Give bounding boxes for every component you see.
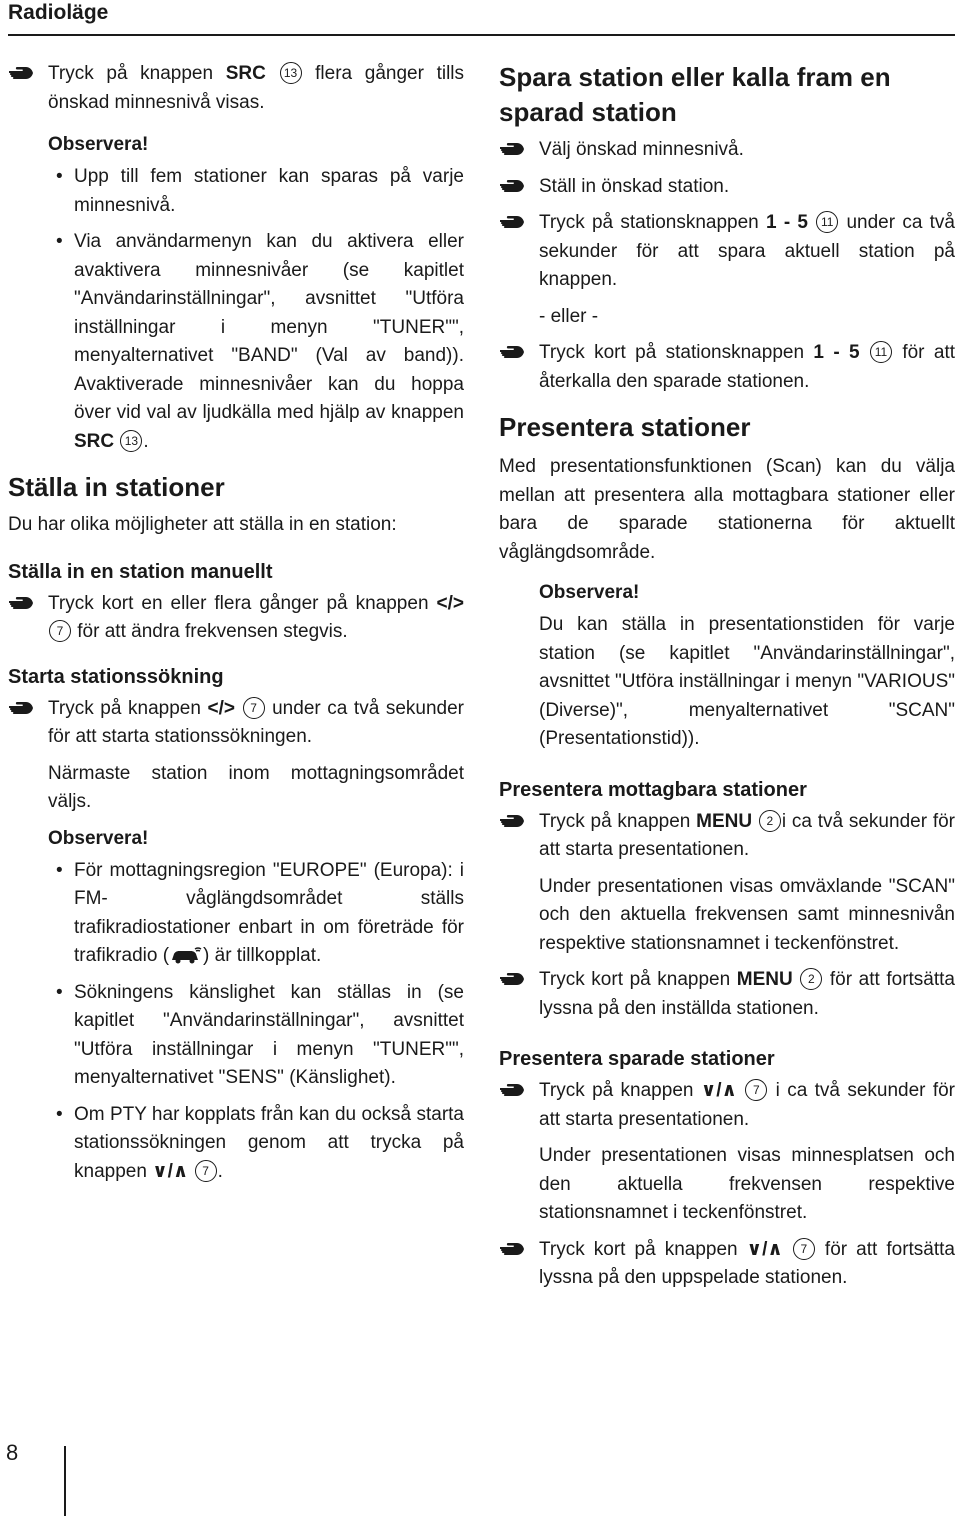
button-number-badge: 7 [49, 620, 71, 642]
left-right-arrow-icon: </> [436, 592, 464, 614]
page-number: 8 [6, 1440, 19, 1465]
subsection-title: Ställa in en station manuellt [8, 560, 273, 583]
step-text: Tryck kort en eller flera gånger på knappen [48, 592, 429, 614]
bullet-icon: • [56, 166, 63, 187]
note-title: Observera! [48, 134, 149, 155]
punctuation: . [217, 1160, 223, 1182]
key-label: MENU [736, 969, 793, 990]
note-text: Du kan ställa in presentationstiden för varje station (se kapitlet "Användarinställningar", avsnittet "Utföra inställningar i menyn "VARIOUS" (Diverse)", menyalternativet "SCAN" (Presentationstid)). [539, 614, 955, 749]
scan-description: Under presentationen visas omväxlande "SCAN" och den aktuella frekvensen samt minnesnivån respektive stationsnamnet i teckenfönstret. [539, 875, 955, 954]
bullet-text: Om PTY har kopplats från kan du också starta stationssökningen genom att trycka på knappen [74, 1103, 464, 1182]
button-number-badge: 11 [870, 341, 892, 363]
pointing-hand-icon [499, 214, 525, 230]
step-text: Ställ in önskad station. [539, 175, 730, 197]
bullet-text: Sökningens känslighet kan ställas in (se kapitlet "Användarinställningar", avsnittet "Utföra inställningar i menyn "TUNER"", menyalternativet "SENS" (Känslighet). [74, 981, 464, 1088]
step-text: Tryck kort på knappen [539, 1238, 747, 1260]
pointing-hand-icon [8, 595, 34, 611]
note-bullet [8, 228, 464, 456]
step-text: Välj önskad minnesnivå. [539, 139, 744, 160]
key-label: MENU [696, 810, 753, 832]
section-intro: Med presentationsfunktionen (Scan) kan du välja mellan att presentera alla mottagbara stationer eller bara de sparade stationerna för aktuellt våglängdsområde. [499, 456, 955, 563]
key-label: 1 - 5 [813, 342, 860, 363]
step-text: för att fortsätta lyssna på den inställda stationen. [539, 969, 955, 1019]
down-up-arrow-icon: ∨/∧ [746, 1238, 783, 1260]
key-label: 1 - 5 [766, 212, 808, 233]
step-text: Tryck kort på stationsknappen [539, 342, 814, 363]
button-number-badge: 13 [280, 62, 302, 84]
right-column [499, 60, 955, 1293]
pointing-hand-icon [499, 1241, 525, 1257]
header-divider [8, 34, 955, 36]
footer-divider [64, 1446, 66, 1516]
step-manual-tuning [8, 590, 464, 647]
bullet-text: Upp till fem stationer kan sparas på varje minnesnivå. [74, 166, 464, 216]
down-up-arrow-icon: ∨/∧ [152, 1160, 189, 1182]
or-separator: - eller - [539, 305, 599, 327]
step-start-search [8, 695, 464, 752]
step-start-saved-scan [499, 1077, 955, 1134]
step-recall-station [499, 339, 955, 396]
key-label: SRC [225, 63, 266, 84]
note-title: Observera! [539, 582, 640, 603]
pointing-hand-icon [499, 813, 525, 829]
step-text: för att ändra frekvensen stegvis. [72, 621, 348, 642]
button-number-badge: 13 [120, 430, 142, 452]
button-number-badge: 7 [793, 1238, 815, 1260]
step-select-memory-level [8, 60, 464, 117]
button-number-badge: 2 [759, 810, 781, 832]
bullet-text: ) är tillkopplat. [203, 945, 322, 966]
note-bullet [8, 979, 464, 1093]
bullet-icon: • [56, 231, 63, 252]
subsection-title: Presentera mottagbara stationer [499, 778, 807, 801]
section-title: Ställa in stationer [8, 472, 225, 502]
section-title: Presentera stationer [499, 412, 751, 442]
step-choose-memory [499, 136, 955, 165]
subsection-title: Presentera sparade stationer [499, 1048, 775, 1070]
search-result-text: Närmaste station inom mottagningsområdet väljs. [48, 762, 464, 812]
step-start-scan [499, 808, 955, 865]
pointing-hand-icon [499, 178, 525, 194]
step-text: för att återkalla den sparade stationen. [539, 342, 956, 392]
bullet-icon: • [56, 859, 63, 881]
bullet-text: Via användarmenyn kan du aktivera eller avaktivera minnesnivåer (se kapitlet "Användarinställningar", avsnittet "Utföra inställningar i menyn "TUNER"", menyalternativet "BAND" (Val av band)). Avaktiverade minnesnivåer kan du hoppa över vid val av ljudkälla med hjälp av knappen [74, 231, 464, 423]
step-stop-scan [499, 966, 955, 1023]
pointing-hand-icon [499, 344, 525, 360]
section-intro: Du har olika möjligheter att ställa in en station: [8, 514, 397, 535]
step-save-station [499, 209, 955, 295]
step-text: flera gånger tills önskad minnesnivå visas. [48, 63, 465, 113]
step-text: under ca två sekunder för att starta stationssökningen. [48, 697, 464, 747]
button-number-badge: 7 [745, 1079, 767, 1101]
left-right-arrow-icon: </> [207, 697, 235, 719]
bullet-icon: • [56, 1103, 63, 1125]
step-text: Tryck kort på knappen [539, 969, 737, 990]
left-column [8, 60, 464, 1186]
step-tune-station [499, 173, 955, 202]
punctuation: . [143, 430, 149, 452]
subsection-title: Starta stationssökning [8, 665, 224, 688]
down-up-arrow-icon: ∨/∧ [700, 1080, 737, 1101]
step-text: i ca två sekunder för att starta presentationen. [539, 1080, 956, 1130]
bullet-icon: • [56, 981, 63, 1003]
button-number-badge: 2 [800, 968, 822, 990]
note-bullet [8, 857, 464, 971]
step-stop-saved-scan [499, 1236, 955, 1293]
note-bullet [8, 1101, 464, 1187]
step-text: Tryck på knappen [48, 697, 208, 719]
key-label: SRC [74, 430, 115, 452]
traffic-radio-icon [169, 945, 203, 965]
button-number-badge: 7 [195, 1160, 217, 1182]
button-number-badge: 7 [243, 697, 265, 719]
section-title: Spara station eller kalla fram en sparad station [499, 62, 891, 127]
note-bullet [8, 163, 464, 220]
pointing-hand-icon [499, 141, 525, 157]
pointing-hand-icon [499, 1082, 525, 1098]
step-text: för att fortsätta lyssna på den uppspelade stationen. [539, 1238, 955, 1288]
pointing-hand-icon [8, 65, 34, 81]
page-header-title: Radioläge [8, 1, 109, 24]
step-text: Tryck på knappen [539, 1080, 701, 1101]
pointing-hand-icon [499, 971, 525, 987]
pointing-hand-icon [8, 700, 34, 716]
step-text: Tryck på knappen [48, 63, 226, 84]
bullet-text: För mottagningsregion "EUROPE" (Europa): i FM- våglängdsområdet ställs trafikradiostationer enbart in om företräde för trafikradio ( [74, 859, 464, 966]
saved-scan-description: Under presentationen visas minnesplatsen och den aktuella frekvensen respektive stationsnamnet i teckenfönstret. [539, 1145, 955, 1223]
button-number-badge: 11 [816, 211, 838, 233]
step-text: under ca två sekunder för att spara aktuell station på knappen. [539, 212, 955, 290]
step-text: i ca två sekunder för att starta presentationen. [539, 810, 955, 860]
step-text: Tryck på stationsknappen [539, 212, 766, 233]
note-title: Observera! [48, 827, 149, 849]
step-text: Tryck på knappen [539, 810, 697, 832]
